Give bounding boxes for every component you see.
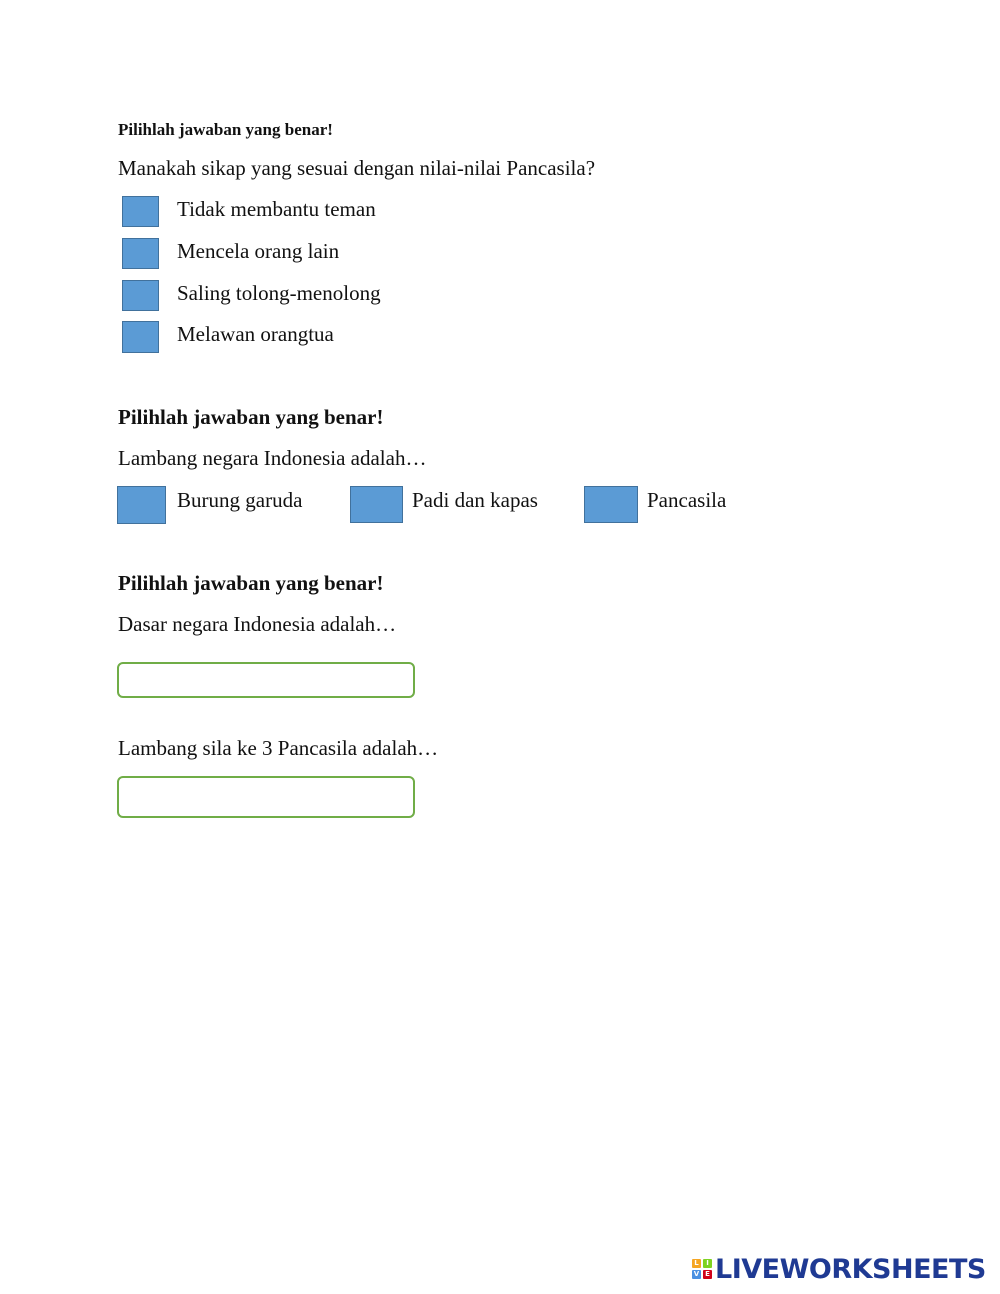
q3-instruction: Pilihlah jawaban yang benar! — [118, 571, 384, 595]
q1-option-4-checkbox[interactable] — [122, 321, 159, 353]
q1-option-1-label: Tidak membantu teman — [177, 197, 376, 221]
logo-text: LIVEWORKSHEETS — [715, 1253, 986, 1285]
logo-letter-e: E — [703, 1270, 712, 1279]
q1-option-4-label: Melawan orangtua — [177, 322, 334, 346]
q1-option-2-label: Mencela orang lain — [177, 239, 340, 263]
q1-option-3-checkbox[interactable] — [122, 280, 159, 311]
q2-option-3-checkbox[interactable] — [584, 486, 638, 523]
q1-option-3-label: Saling tolong-menolong — [177, 281, 381, 305]
logo-letter-l: L — [692, 1259, 701, 1268]
logo-letter-i: I — [703, 1259, 712, 1268]
q2-option-1-checkbox[interactable] — [117, 486, 166, 524]
q1-option-2-checkbox[interactable] — [122, 238, 159, 269]
q1-question: Manakah sikap yang sesuai dengan nilai-nilai Pancasila? — [118, 156, 596, 180]
q2-instruction: Pilihlah jawaban yang benar! — [118, 405, 384, 429]
q3-answer-2-input[interactable] — [117, 776, 415, 818]
q3-question-1: Dasar negara Indonesia adalah… — [118, 612, 397, 636]
q2-option-2-label: Padi dan kapas — [412, 488, 538, 512]
q2-option-2-checkbox[interactable] — [350, 486, 403, 523]
liveworksheets-logo — [692, 1254, 986, 1284]
q3-answer-1-input[interactable] — [117, 662, 415, 698]
q3-question-2: Lambang sila ke 3 Pancasila adalah… — [118, 736, 439, 760]
logo-letter-v: V — [693, 1270, 700, 1278]
q1-instruction: Pilihlah jawaban yang benar! — [118, 120, 333, 139]
q1-option-1-checkbox[interactable] — [122, 196, 159, 227]
q2-question: Lambang negara Indonesia adalah… — [118, 446, 427, 470]
logo-mark-icon — [692, 1259, 712, 1279]
q2-option-1-label: Burung garuda — [177, 488, 303, 512]
q2-option-3-label: Pancasila — [647, 488, 727, 512]
